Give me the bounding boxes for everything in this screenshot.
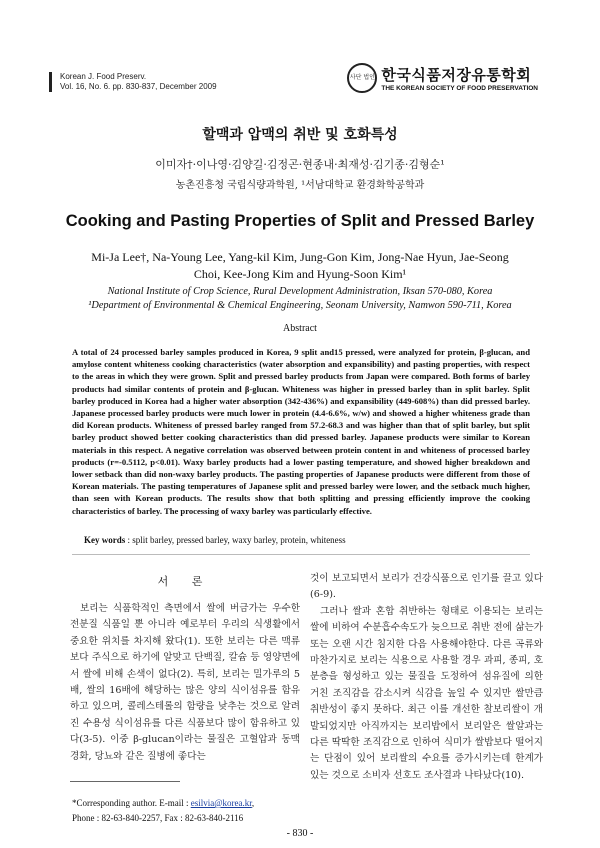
corresponding-author-footnote	[72, 796, 302, 826]
introduction-heading: 서 론	[157, 575, 213, 588]
abstract-body: A total of 24 processed barley samples produced in Korea, 9 split and15 pressed, were analyzed for protein, β-glucan, and amylose content whiteness cooking characteristics (water absorption and expansibility) and pasting properties, with respect to the areas in which they were grown. Split and pressed barley products from Japan were compared. Both forms of barley products had similar contents of protein and β-glucan. Whiteness was higher in pressed barley than in split barley. Split barley produced in Korea had a higher water absorption (342-436%) and expansibility (449-608%) than did pressed barley. Japanese processed barley products were much lower in protein (4.4-6.6%, w/w) and showed a higher whiteness grade than did Korean products. Whiteness of pressed barley ranged from 57.2-68.3 and was higher than that of split barley, but split barley product showed better cooking characteristics than did pressed barley. Japanese products were similar to Korean materials in this respect. A negative correlation was observed between protein content in and whiteness of processed barley products (r=-0.5112, p<0.01). Waxy barley products had a lower pasting temperature, and showed higher breakdown and lower setback than did non-waxy barley products. The pasting properties of Japanese products were different from those of Korean materials. The pasting temperatures of Japanese split and pressed barley were lower, and the setback much higher, than seen with Korean products. The results show that both splitting and pressing efficiently improve the cooking characteristics of barley. The processing of waxy barley was particularly effective.	[72, 347, 530, 516]
footnote-rule	[70, 781, 180, 782]
society-seal-icon: 사단 법인	[347, 63, 377, 93]
journal-header-bar	[49, 72, 52, 92]
abstract-heading: Abstract	[283, 323, 317, 334]
english-title: Cooking and Pasting Properties of Split and Pressed Barley	[65, 212, 535, 230]
society-logo	[347, 63, 538, 93]
korean-authors: 이미자†·이나영·김양길·김정곤·현종내·최재성·김기종·김형순¹	[155, 158, 445, 171]
introduction-right-column	[310, 571, 543, 784]
keywords-list: : split barley, pressed barley, waxy barley, protein, whiteness	[127, 535, 346, 545]
english-affiliations	[60, 285, 540, 312]
affiliation-2: ¹Department of Environmental & Chemical Engineering, Seonam University, Namwon 590-711, Korea	[88, 299, 512, 311]
journal-name: Korean J. Food Preserv.	[60, 72, 147, 81]
society-name-en: THE KOREAN SOCIETY OF FOOD PRESERVATION	[381, 85, 538, 92]
journal-volume: Vol. 16, No. 6. pp. 830-837, December 2009	[60, 82, 217, 91]
english-authors: Mi-Ja Lee†, Na-Young Lee, Yang-kil Kim, Jung-Gon Kim, Jong-Nae Hyun, Jae-Seong Choi, Kee-Jong Kim and Hyung-Soon Kim¹	[91, 250, 509, 281]
author-email-link[interactable]: esilvia@korea.kr	[190, 798, 252, 808]
introduction-left-column: 보리는 식품학적인 측면에서 쌀에 버금가는 우수한 전분질 식품일 뿐 아니라 예로부터 우리의 식생활에서 중요한 위치를 차지해 왔다(1). 또한 보리는 다른 맥류보다 주식으로 하기에 알맞고 단백질, 칼슘 등 영양면에서 쌀에 비해 손색이 없다(2). 특히, 보리는 밀가루의 5배, 쌀의 16배에 해당하는 많은 양의 식이섬유를 함유하고 있으며, 콜레스테롤의 함량을 낮추는 것으로 알려진 수용성 식이섬유를 다른 식품보다 많이 함유하고 있다(3-5). 이중 β-glucan이라는 물질은 고혈압과 동맥경화, 당뇨와 같은 질병에 좋다는	[70, 603, 300, 762]
keywords	[84, 535, 534, 545]
keywords-label: Key words	[84, 535, 126, 545]
footnote-prefix: *Corresponding author. E-mail :	[72, 798, 191, 808]
korean-title: 할맥과 압맥의 취반 및 호화특성	[202, 127, 398, 143]
society-name-kr: 한국식품저장유통학회	[381, 66, 532, 84]
intro-paragraph-2: 그러나 쌀과 혼합 취반하는 형태로 이용되는 보리는 쌀에 비하여 수분흡수속도가 늦으므로 취반 전에 삶는가 또는 오랜 시간 침지한 다음 사용해야한다. 다른 곡류와 마찬가지로 보리는 식용으로 사용할 경우 과피, 종피, 호분층을 형성하고 있는 물질을 도정하여 섬유질에 의한 거친 조직감을 감소시켜 식감을 높일 수 있지만 쌀만큼 취반성이 좋지 못하다. 최근 이를 개선한 찰보리쌀이 개발되었지만 아직까지는 보리밥에서 보리알은 쌀알과는 다른 딱딱한 조직감으로 인하여 식미가 쌀밥보다 떨어지는 단점이 있어 보리쌀의 수요를 증가시키는데 한계가 있는 것으로 소비자 선호도 조사결과 나타났다(10).	[310, 605, 543, 781]
section-divider	[72, 554, 530, 555]
intro-paragraph-1: 것이 보고되면서 보리가 건강식품으로 인기를 끌고 있다(6-9).	[310, 573, 543, 601]
journal-citation	[60, 72, 217, 92]
footnote-comma: ,	[251, 798, 255, 808]
korean-affiliation: 농촌진흥청 국립식량과학원, ¹서남대학교 환경화학공학과	[175, 180, 425, 191]
footnote-contact: Phone : 82-63-840-2257, Fax : 82-63-840-2116	[72, 813, 244, 823]
page-number: - 830 -	[286, 828, 314, 839]
affiliation-1: National Institute of Crop Science, Rural Development Administration, Iksan 570-080, Korea	[107, 286, 493, 297]
